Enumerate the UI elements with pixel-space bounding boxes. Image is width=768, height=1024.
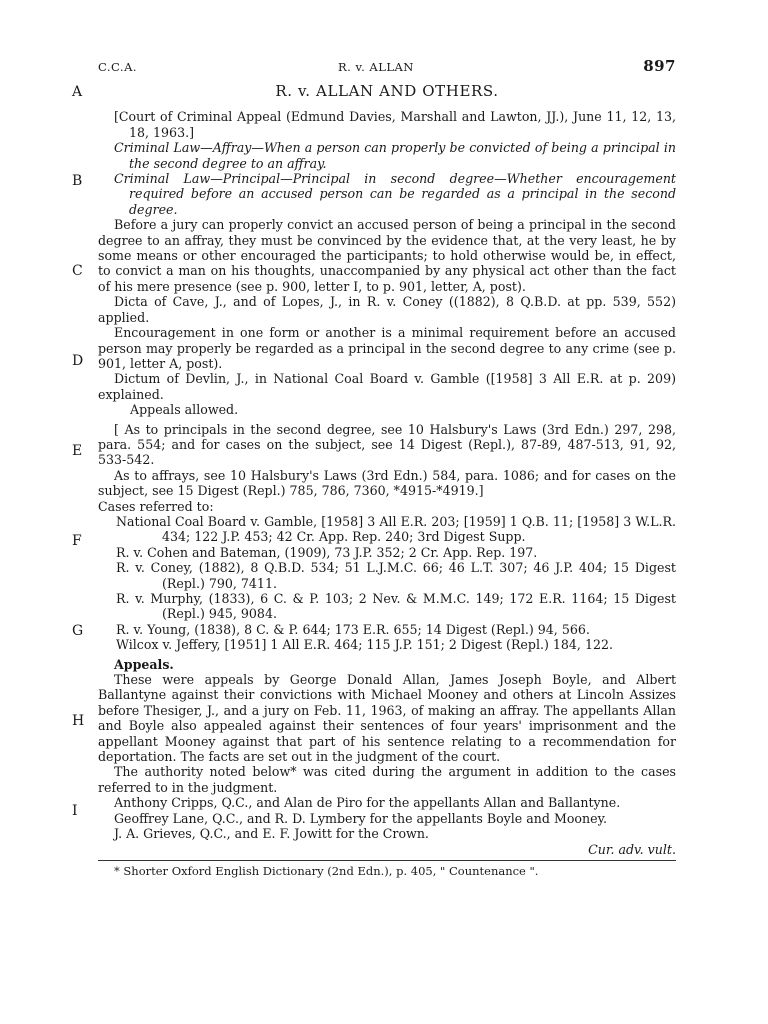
court-abbreviation: C.C.A. (98, 60, 138, 74)
catchword: Criminal Law—Affray—When a person can properly be convicted of being a principal in the second degree to an affray. (114, 140, 676, 171)
annotation: As to affrays, see 10 Halsbury's Laws (3rd Edn.) 584, para. 1086; and for cases on the subject, see 15 Digest (Repl.) 785, 786, 7360, *4915-*4919.] (98, 467, 676, 499)
court-line: [Court of Criminal Appeal (Edmund Davies, Marshall and Lawton, JJ.), June 11, 12, 13, 18, 1963.] (114, 109, 676, 140)
headnote-paragraph: Before a jury can properly convict an accused person of being a principal in the second degree to an affray, they must be convinced by the evidence that, at the very least, he by some means or other encouraged the participants; to hold otherwise would be, in effect, to convict a man on his thoughts, unaccompanied by any physical act other than the fact of his mere presence (see p. 900, letter I, to p. 901, letter, A, post). (98, 217, 676, 294)
report-text (98, 84, 676, 879)
case-citation: National Coal Board v. Gamble, [1958] 3 All E.R. 203; [1959] 1 Q.B. 11; [1958] 3 W.L.R. 434; 122 J.P. 453; 42 Cr. App. Rep. 240; 3rd Digest Supp. (116, 513, 676, 545)
page-number: 897 (643, 57, 676, 75)
margin-letter: D (72, 353, 84, 369)
cases-heading: Cases referred to: (98, 498, 214, 514)
margin-letter: H (72, 713, 85, 729)
margin-letter: C (72, 263, 83, 279)
cur-adv-vult: Cur. adv. vult. (588, 841, 676, 857)
headnote-result: Appeals allowed. (130, 402, 239, 418)
case-citation: R. v. Cohen and Bateman, (1909), 73 J.P. 352; 2 Cr. App. Rep. 197. (116, 544, 538, 560)
body-paragraph: These were appeals by George Donald Allan, James Joseph Boyle, and Albert Ballantyne against their convictions with Michael Mooney and others at Lincoln Assizes before Thesiger, J., and a jury on Feb. 11, 1963, of making an affray. The appellants Allan and Boyle also appealed against their sentences of four years' imprisonment and the appellant Mooney against that part of his sentence relating to a recommendation for deportation. The facts are set out in the judgment of the court. (98, 672, 676, 765)
case-citation: Wilcox v. Jeffery, [1951] 1 All E.R. 464; 115 J.P. 151; 2 Digest (Repl.) 184, 122. (116, 637, 613, 653)
headnote-paragraph: Encouragement in one form or another is a minimal requirement before an accused person may properly be regarded as a principal in the second degree to any crime (see p. 901, letter A, post). (98, 325, 676, 371)
case-citation: R. v. Coney, (1882), 8 Q.B.D. 534; 51 L.J.M.C. 66; 46 L.T. 307; 46 J.P. 404; 15 Digest (Repl.) 790, 7411. (116, 560, 676, 591)
case-citation: R. v. Young, (1838), 8 C. & P. 644; 173 E.R. 655; 14 Digest (Repl.) 94, 566. (116, 621, 590, 637)
counsel-line: Geoffrey Lane, Q.C., and R. D. Lymbery for the appellants Boyle and Mooney. (114, 810, 608, 826)
counsel-line: J. A. Grieves, Q.C., and E. F. Jowitt for the Crown. (114, 826, 429, 842)
margin-letter: E (72, 443, 83, 459)
footnote: * Shorter Oxford English Dictionary (2nd Edn.), p. 405, " Countenance ". (98, 860, 676, 879)
headnote-paragraph: Dicta of Cave, J., and of Lopes, J., in R. v. Coney ((1882), 8 Q.B.D. at pp. 539, 552) applied. (98, 294, 676, 325)
case-title: R. v. ALLAN AND OTHERS. (275, 82, 499, 100)
margin-letter: I (72, 803, 78, 819)
margin-letter: G (72, 623, 84, 639)
running-head (98, 57, 676, 78)
counsel-line: Anthony Cripps, Q.C., and Alan de Piro for the appellants Allan and Ballantyne. (114, 795, 621, 811)
catchword: Criminal Law—Principal—Principal in second degree—Whether encouragement required before an accused person can be regarded as a principal in the second degree. (114, 171, 676, 217)
case-citation: R. v. Murphy, (1833), 6 C. & P. 103; 2 Nev. & M.M.C. 149; 172 E.R. 1164; 15 Digest (Repl.) 945, 9084. (116, 591, 676, 622)
annotation: [ As to principals in the second degree, see 10 Halsbury's Laws (3rd Edn.) 297, 298, para. 554; and for cases on the subject, see 14 Digest (Repl.), 87-89, 487-513, 91, 92, 533-542. (98, 421, 676, 468)
margin-letter: A (72, 84, 83, 100)
margin-letter: B (72, 173, 83, 189)
appeals-heading: Appeals. (114, 656, 174, 672)
body-paragraph: The authority noted below* was cited during the argument in addition to the cases referred to in the judgment. (98, 764, 676, 795)
margin-letter: F (72, 533, 82, 549)
case-short-title: R. v. ALLAN (338, 60, 414, 74)
headnote-paragraph: Dictum of Devlin, J., in National Coal Board v. Gamble ([1958] 3 All E.R. at p. 209) explained. (98, 371, 676, 402)
